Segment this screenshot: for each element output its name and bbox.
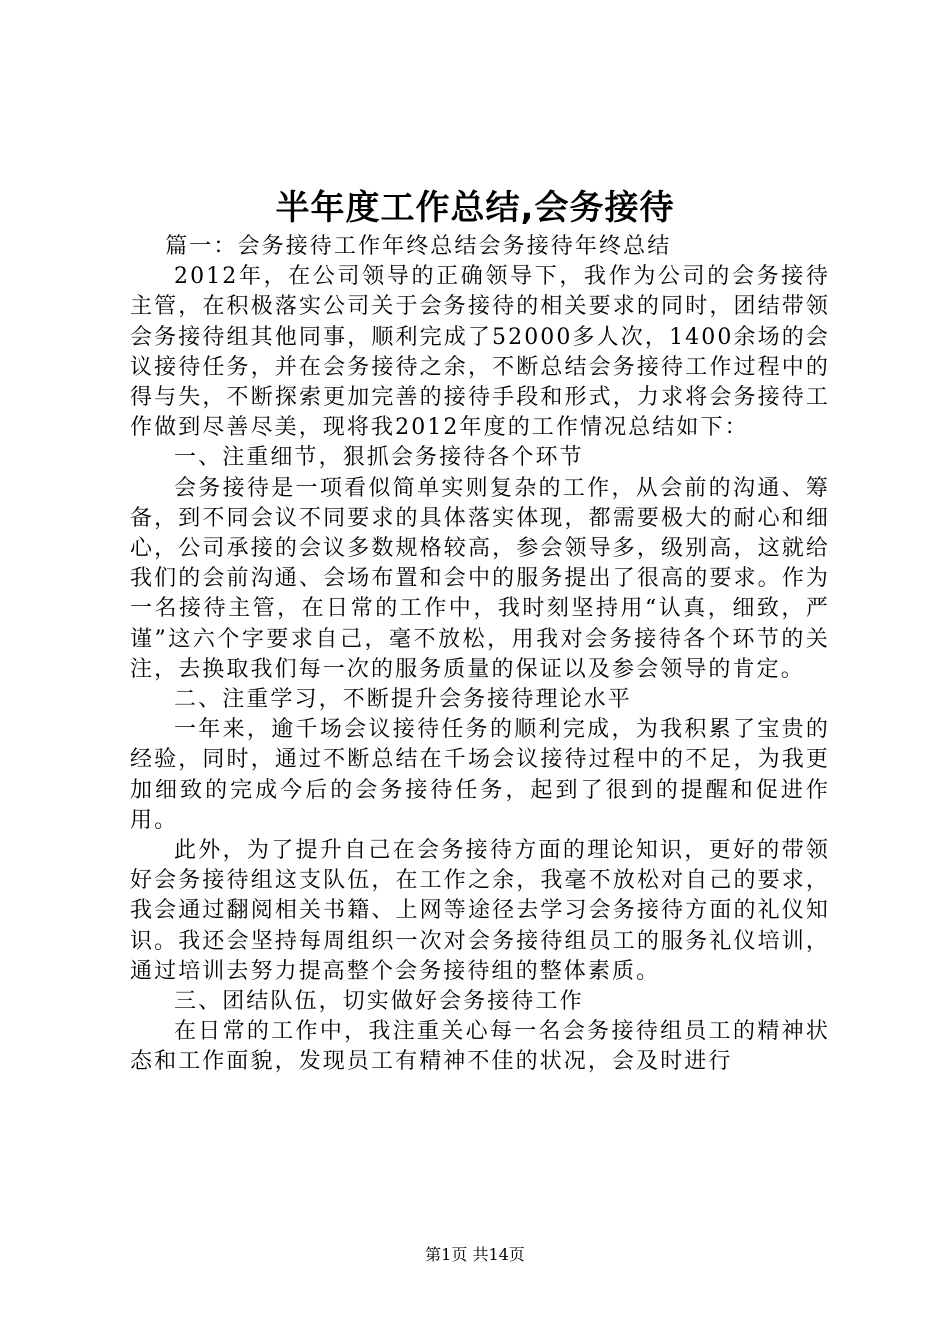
paragraph: 一年来，逾千场会议接待任务的顺利完成，为我积累了宝贵的经验，同时，通过不断总结在千场会议接待过程中的不足，为我更加细致的完成今后的会务接待任务，起到了很到的提醒和促进作用。 <box>130 717 830 833</box>
paragraph: 2012年，在公司领导的正确领导下，我作为公司的会务接待主管，在积极落实公司关于会务接待的相关要求的同时，团结带领会务接待组其他同事，顺利完成了52000多人次，1400余场的会议接待任务，并在会务接待之余，不断总结会务接待工作过程中的得与失，不断探索更加完善的接待手段和形式，力求将会务接待工作做到尽善尽美，现将我2012年度的工作情况总结如下： <box>130 264 830 441</box>
document-title: 半年度工作总结,会务接待 <box>275 188 675 228</box>
section-heading-3: 三、团结队伍，切实做好会务接待工作 <box>174 989 584 1015</box>
page-footer: 第1页 共14页 <box>425 1245 525 1264</box>
paragraph: 在日常的工作中，我注重关心每一名会务接待组员工的精神状态和工作面貌，发现员工有精神不佳的状况，会及时进行 <box>130 1019 830 1075</box>
section-heading-2: 二、注重学习，不断提升会务接待理论水平 <box>174 687 632 713</box>
paragraph: 会务接待是一项看似简单实则复杂的工作，从会前的沟通、筹备，到不同会议不同要求的具体落实体现，都需要极大的耐心和细心，公司承接的会议多数规格较高，参会领导多，级别高，这就给我们的会前沟通、会场布置和会中的服务提出了很高的要求。作为一名接待主管，在日常的工作中，我时刻坚持用“认真，细致，严谨”这六个字要求自己，毫不放松，用我对会务接待各个环节的关注，去换取我们每一次的服务质量的保证以及参会领导的肯定。 <box>130 475 830 682</box>
paragraph-heading-part-one: 篇一：会务接待工作年终总结会务接待年终总结 <box>165 234 672 259</box>
paragraph: 此外，为了提升自己在会务接待方面的理论知识，更好的带领好会务接待组这支队伍，在工作之余，我毫不放松对自己的要求，我会通过翻阅相关书籍、上网等途径去学习会务接待方面的礼仪知识。我还会坚持每周组织一次对会务接待组员工的服务礼仪培训，通过培训去努力提高整个会务接待组的整体素质。 <box>130 838 830 984</box>
document-body <box>130 232 830 1078</box>
section-heading-1: 一、注重细节，狠抓会务接待各个环节 <box>174 445 584 471</box>
